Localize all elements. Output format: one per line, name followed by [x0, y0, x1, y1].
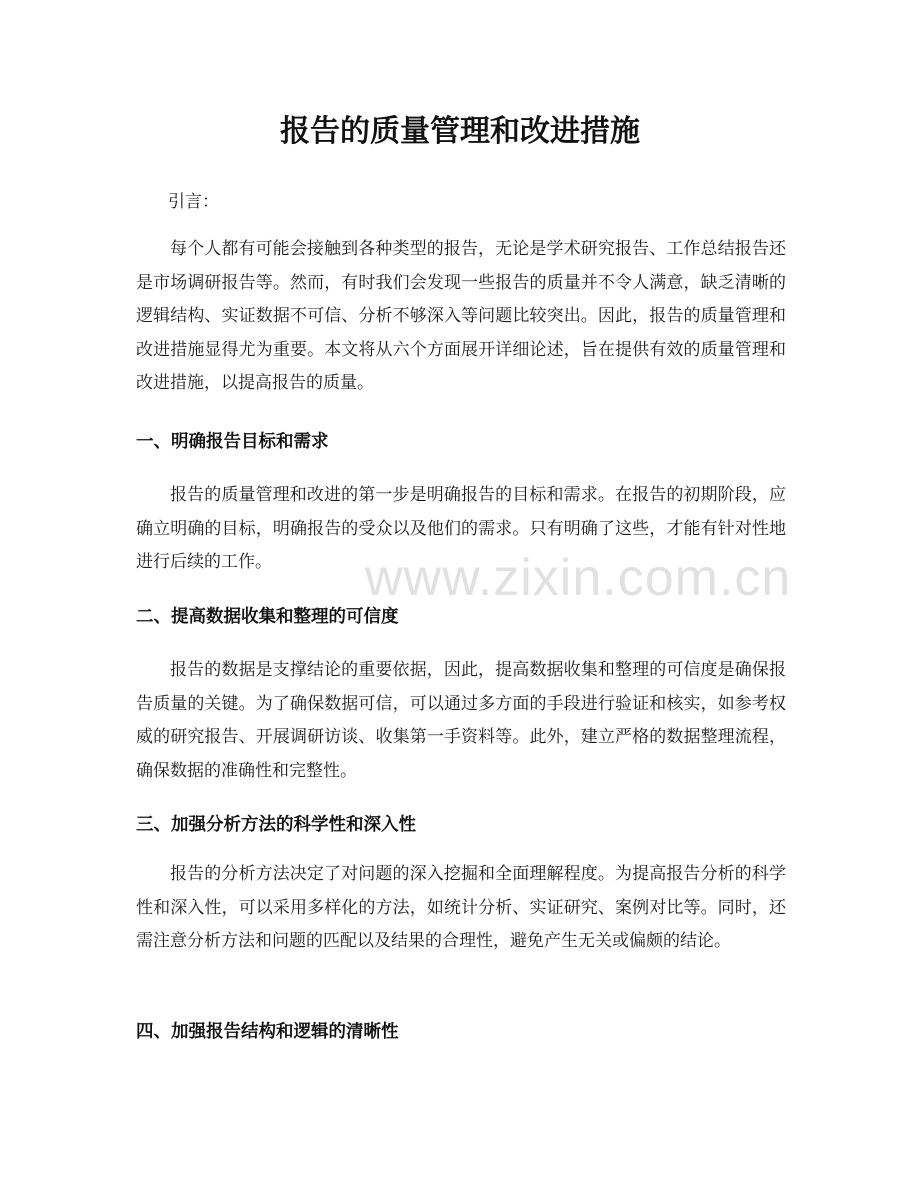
- section-paragraph-1: 报告的质量管理和改进的第一步是明确报告的目标和需求。在报告的初期阶段，应确立明确的目标，明确报告的受众以及他们的需求。只有明确了这些，才能有针对性地进行后续的工作。: [136, 485, 786, 572]
- section-heading-2: 二、提高数据收集和整理的可信度: [136, 607, 399, 627]
- section-heading-1: 一、明确报告目标和需求: [136, 432, 329, 452]
- document-title: 报告的质量管理和改进措施: [280, 114, 640, 149]
- intro-label: 引言：: [168, 192, 219, 212]
- section-heading-3: 三、加强分析方法的科学性和深入性: [136, 815, 416, 835]
- intro-paragraph: 每个人都有可能会接触到各种类型的报告，无论是学术研究报告、工作总结报告还是市场调研报告等。然而，有时我们会发现一些报告的质量并不令人满意，缺乏清晰的逻辑结构、实证数据不可信、分析不够深入等问题比较突出。因此，报告的质量管理和改进措施显得尤为重要。本文将从六个方面展开详细论述，旨在提供有效的质量管理和改进措施，以提高报告的质量。: [136, 239, 786, 393]
- section-heading-4: 四、加强报告结构和逻辑的清晰性: [136, 1022, 399, 1042]
- section-paragraph-2: 报告的数据是支撑结论的重要依据，因此，提高数据收集和整理的可信度是确保报告质量的关键。为了确保数据可信，可以通过多方面的手段进行验证和核实，如参考权威的研究报告、开展调研访谈、收集第一手资料等。此外，建立严格的数据整理流程，确保数据的准确性和完整性。: [136, 660, 786, 781]
- watermark: www.zixin.com.cn: [365, 549, 792, 607]
- section-paragraph-3: 报告的分析方法决定了对问题的深入挖掘和全面理解程度。为提高报告分析的科学性和深入性，可以采用多样化的方法，如统计分析、实证研究、案例对比等。同时，还需注意分析方法和问题的匹配以及结果的合理性，避免产生无关或偏颇的结论。: [136, 864, 786, 951]
